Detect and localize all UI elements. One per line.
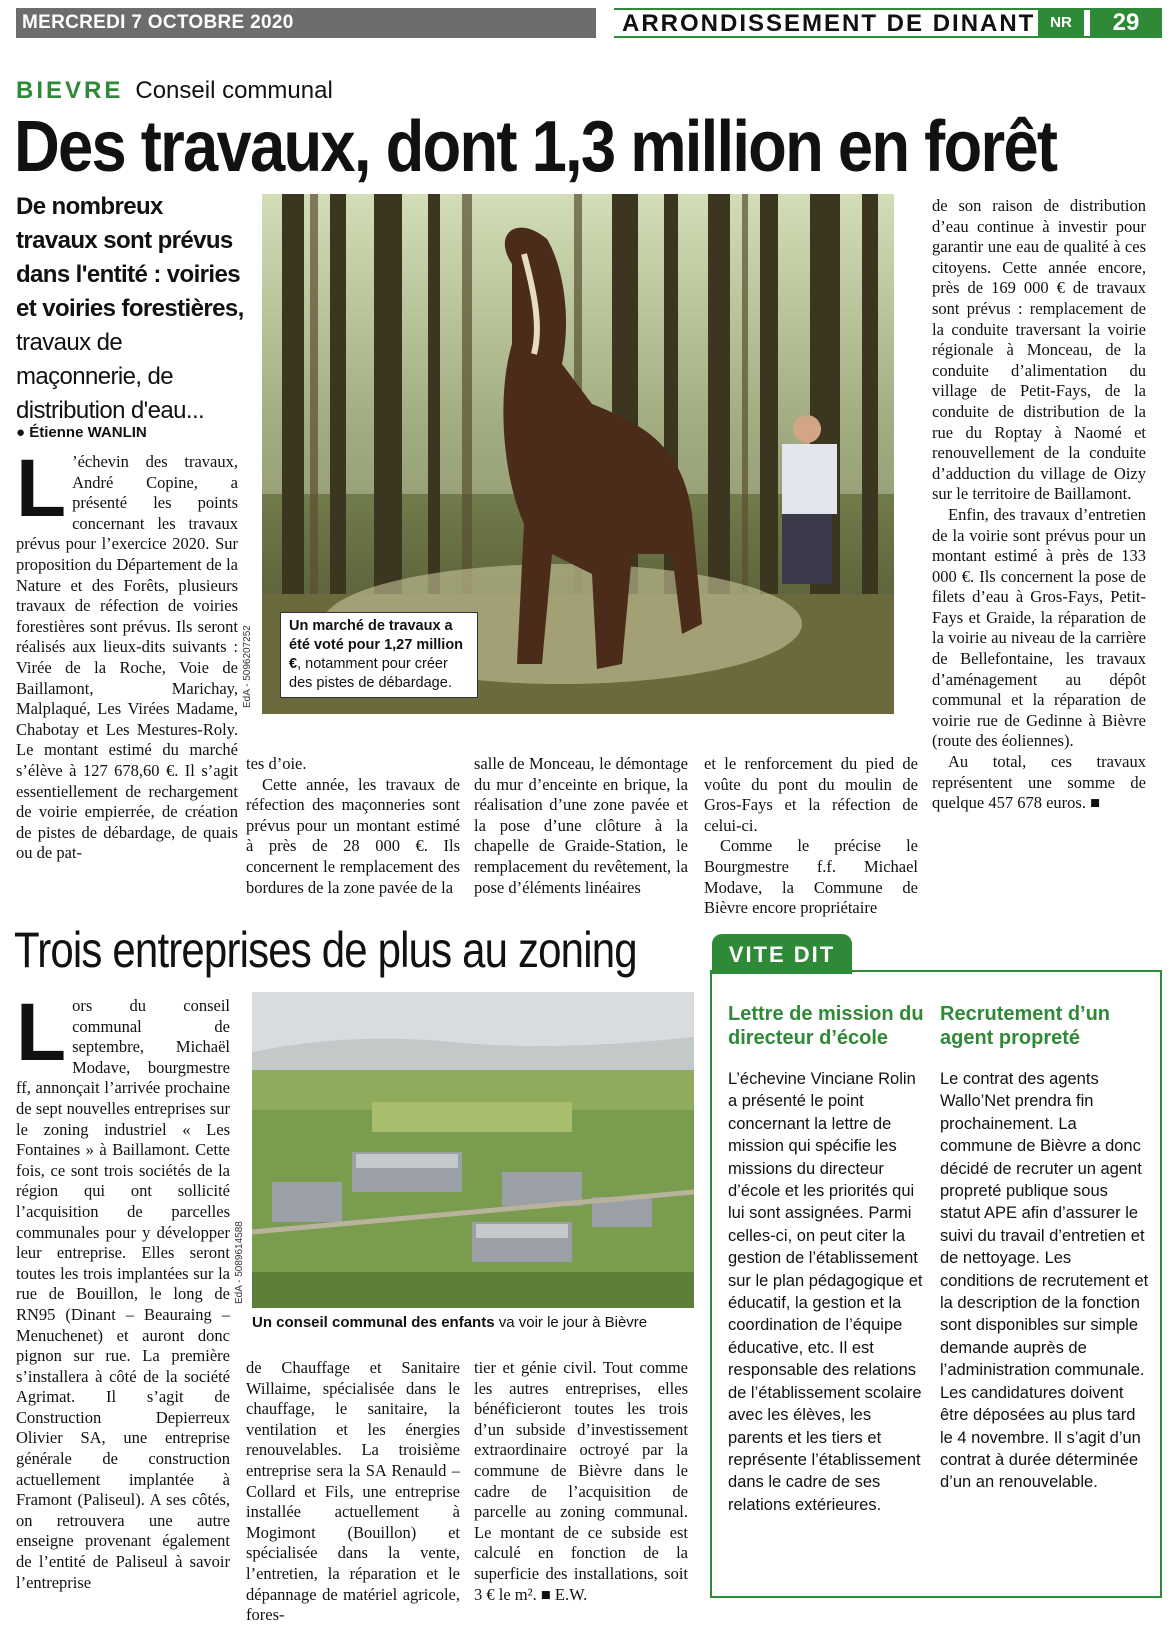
- caption-rest: , notamment pour créer des pistes de débardage.: [289, 656, 452, 691]
- col-paragraph: salle de Monceau, le démontage du mur d’enceinte en brique, la réalisation d’une zone pavée et la pose d’une clôture à la chapelle de Graide-Station, le remplacement du revêtement, la pose d’éléments linéaires: [474, 754, 688, 897]
- photo-credit: EdA - 5096207252: [242, 625, 253, 708]
- col-paragraph: tier et génie civil. Tout comme les autres entreprises, elles bénéficieront toutes les trois d’un subside d’investissement extraordinaire octroyé par la commune de Bièvre dans le cadre de l’acquisition de parcelle au zoning communal. Le montant de ce subside est calculé en fonction de la superficie des installations, soit 3 € le m². ■ E.W.: [474, 1358, 688, 1604]
- col-paragraph: et le renforcement du pied de voûte du pont du moulin de Gros-Fays et la réfection de celui-ci.: [704, 754, 918, 835]
- col-text: ors du conseil communal de septembre, Michaël Modave, bourgmestre ff, annonçait l’arrivée prochaine de sept nouvelles entreprises sur le zoning industriel « Les Fontaines » à Baillamont. Cette fois, ce sont trois sociétés de la région qui ont sollicité l’acquisition de parcelles communales pour y développer leur entreprise. Elles seront toutes les trois implantées sur la rue de Bouillon, le long de RN95 (Dinant – Beauraing – Menuchenet) et auront donc pignon sur rue. La première s’installera à côté de la société Agrimat. Il s’agit de Construction Depierreux Olivier SA, une entreprise générale de construction actuellement implantée à Framont (Paliseul). A ses côtés, on retrouvera une autre enseigne provenant également de l’entité de Paliseul à savoir l’entreprise: [16, 996, 230, 1592]
- article1-column-2: [246, 754, 460, 898]
- zoning-aerial-image: [252, 992, 694, 1308]
- caption-bold: Un marché de travaux a été voté pour 1,27 million €: [289, 618, 464, 672]
- zoning-aerial-photo: [252, 992, 694, 1308]
- brief-body: L’échevine Vinciane Rolin a présenté le point concernant la lettre de mission qui spécifie les missions du directeur d’école et les priorités qui lui sont assignées. Parmi celles-ci, on peut citer la gestion de l’établissement sur le plan pédagogique et éducatif, la gestion et la coordination de l’équipe éducative, etc. Il est responsable des relations de l’établissement scolaire avec les élèves, les parents et les tiers et représente l’établissement dans le cadre de ses relations extérieures.: [728, 1070, 923, 1514]
- photo-credit: EdA - 5089614588: [234, 1221, 245, 1304]
- col-paragraph: Comme le précise le Bourgmestre f.f. Michael Modave, la Commune de Bièvre encore propriétaire: [704, 836, 918, 918]
- col-paragraph: Au total, ces travaux représentent une somme de quelque 457 678 euros. ■: [932, 752, 1146, 813]
- dropcap: L: [16, 987, 67, 1078]
- vite-dit-box: [710, 970, 1162, 1598]
- photo-caption: [280, 612, 478, 698]
- article2-column-3: [474, 1358, 688, 1605]
- brief-title: Lettre de mission du directeur d’école: [728, 1003, 924, 1049]
- photo-caption: [252, 1314, 647, 1331]
- article-kicker: [16, 76, 333, 106]
- article-rubric: Conseil communal: [135, 77, 333, 104]
- brief-title: Recrutement d’un agent propreté: [940, 1003, 1111, 1049]
- caption-rest: va voir le jour à Bièvre: [494, 1314, 648, 1331]
- nr-badge: NR: [1038, 8, 1084, 38]
- page-number: 29: [1090, 8, 1162, 38]
- section-header: [614, 8, 1162, 38]
- article1-column-4: [704, 754, 918, 919]
- article-location: BIEVRE: [16, 77, 124, 104]
- article1-column-1: [16, 443, 238, 864]
- section-name: ARRONDISSEMENT DE DINANT: [622, 10, 1036, 37]
- article-lead: [16, 190, 246, 428]
- article2-column-2: [246, 1358, 460, 1626]
- issue-date: MERCREDI 7 OCTOBRE 2020: [22, 12, 294, 33]
- article1-column-3: [474, 754, 688, 898]
- lead-bold: De nombreux travaux sont prévus dans l'entité : voiries et voiries forestières,: [16, 193, 244, 322]
- vite-dit-tab: VITE DIT: [712, 934, 852, 974]
- col-paragraph: Enfin, des travaux d’entretien de la voirie sont prévus pour un montant estimé à près de 133 000 €. Ils concernent la pose de filets d’eau à Gros-Fays, Petit-Fays et Graide, la réparation de la voirie au niveau de la carrière de Bellefontaine, les travaux d’aménagement au dépôt communal et la réparation de voirie rue de Gedinne à Bièvre (route des éoliennes).: [932, 504, 1146, 751]
- lead-rest: travaux de maçonnerie, de distribution d'eau...: [16, 329, 205, 424]
- date-bar: [16, 8, 596, 38]
- byline: ● Étienne WANLIN: [16, 424, 147, 441]
- col-paragraph: de son raison de distribution d’eau continue à investir pour garantir une eau de qualité à ces citoyens. Cette année encore, près de 169 000 € de travaux sont prévus : remplacement de la conduite traversant la voirie régionale à Monceau, de la conduite d’alimentation du village de Petit-Fays, de la conduite de distribution de la rue du Roptay à Naomé et renouvellement de la conduite d’adduction du village de Oizy sur le territoire de Baillamont.: [932, 196, 1146, 504]
- main-headline: Des travaux, dont 1,3 million en forêt: [14, 107, 1057, 187]
- brief-body: Le contrat des agents Wallo’Net prendra fin prochainement. La commune de Bièvre a donc décidé de recruter un agent propreté publique sous statut APE afin d’assurer le suivi du travail d’entretien et de nettoyage. Les conditions de recrutement et la description de la fonction sont disponibles sur simple demande auprès de l’administration communale. Les candidatures doivent être déposées au plus tard le 4 novembre. Il s’agit d’un contrat à durée déterminée d’un an renouvelable.: [940, 1070, 1149, 1492]
- col-text: ’échevin des travaux, André Copine, a présenté les points concernant les travaux prévus pour l’exercice 2020. Sur proposition du Département de la Nature et des Forêts, plusieurs travaux de réfection de voiries forestières sont prévus. Ils seront réalisés aux lieux-dits suivants : Virée de la Roche, Voie de Baillamont, Marichay, Malplaqué, Les Virées Madame, Chabotay et Les Mestures-Roly. Le montant estimé du marché s’élève à 127 678,60 €. Il s’agit essentiellement de rechargement de voirie empierrée, de création de pistes de débardage, de quais ou de pat-: [16, 452, 238, 863]
- article2-column-1: [16, 987, 230, 1593]
- col-paragraph: de Chauffage et Sanitaire Willaime, spécialisée dans le chauffage, le sanitaire, la ventilation et les énergies renouvelables. La troisième entreprise sera la SA Renauld – Collard et Fils, une entreprise installée actuellement à Mogimont (Bouillon) et spécialisée dans la vente, l’entretien, la réparation et le dépannage de matériel agricole, fores-: [246, 1358, 460, 1625]
- col-paragraph: Cette année, les travaux de réfection des maçonneries sont prévus pour un montant estimé à près de 28 000 €. Ils concernent le remplacement des bordures de la zone pavée de la: [246, 774, 460, 897]
- article1-column-5: [932, 196, 1146, 814]
- second-headline: Trois entreprises de plus au zoning: [14, 922, 637, 978]
- dropcap: L: [16, 443, 67, 534]
- caption-bold: Un conseil communal des enfants: [252, 1314, 495, 1331]
- col-paragraph: tes d’oie.: [246, 754, 307, 773]
